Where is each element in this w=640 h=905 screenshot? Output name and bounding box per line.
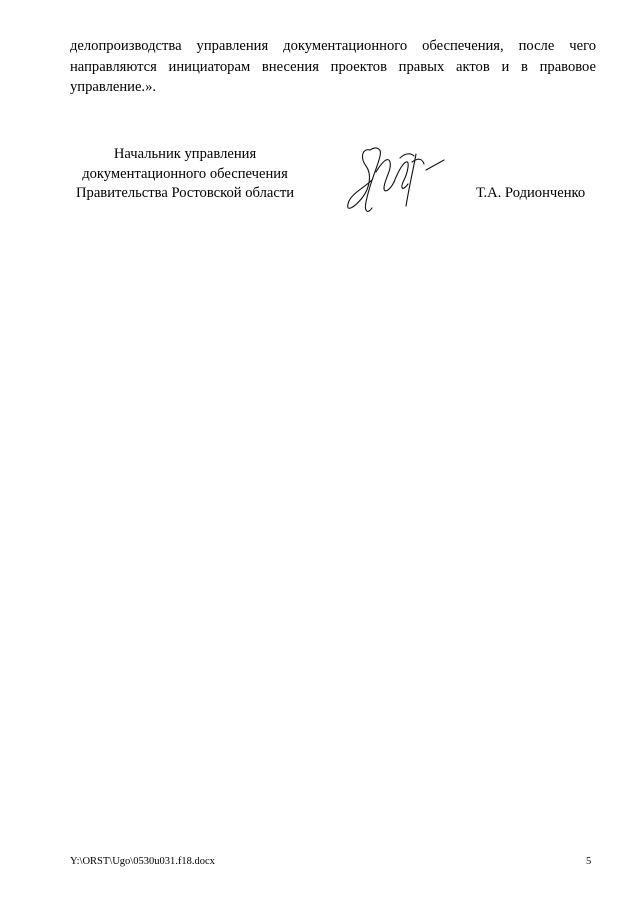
handwritten-signature xyxy=(340,132,452,222)
body-paragraph xyxy=(70,36,596,98)
signer-name: Т.А. Родионченко xyxy=(476,185,586,201)
position-line-2: документационного обеспечения xyxy=(82,165,288,182)
page-number: 5 xyxy=(586,856,592,867)
body-line-1: делопроизводства управления документационного обеспечения, после чего xyxy=(70,38,596,54)
body-line-2: направляются инициаторам внесения проектов правых актов и в правовое xyxy=(70,58,596,75)
signatory-position xyxy=(66,145,304,204)
footer-file-path: Y:\ORST\Ugo\0530u031.f18.docx xyxy=(70,856,215,867)
position-line-1: Начальник управления xyxy=(113,146,257,162)
position-line-3: Правительства Ростовской области xyxy=(75,185,295,201)
body-line-3: управление.». xyxy=(70,79,157,95)
